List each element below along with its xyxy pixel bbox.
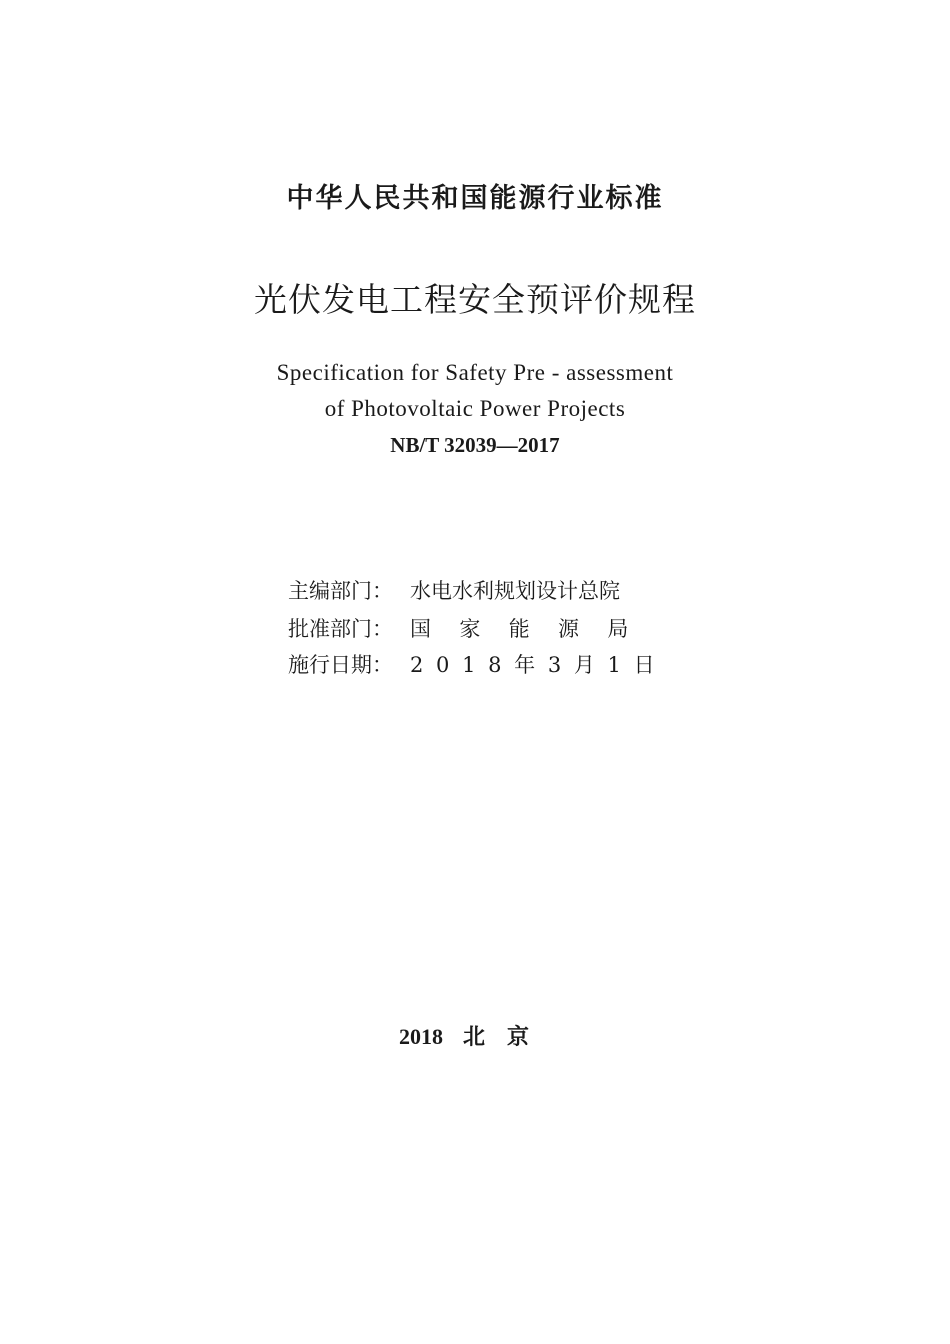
approver-row [288, 619, 633, 640]
editor-row [288, 581, 620, 602]
editor-label: 主编部门： [288, 579, 393, 603]
standard-code: NB/T 32039—2017 [390, 433, 560, 457]
effective-date-row [288, 655, 658, 676]
chinese-title: 光伏发电工程安全预评价规程 [254, 280, 696, 319]
effective-date-value: 2 0 1 8 年 3 月 1 日 [410, 653, 658, 677]
industry-standard-heading: 中华人民共和国能源行业标准 [286, 183, 664, 214]
publication-line [0, 1020, 950, 1051]
approver-label: 批准部门： [288, 617, 393, 641]
editor-value: 水电水利规划设计总院 [410, 579, 620, 603]
publication-city: 北京 [462, 1024, 551, 1050]
approver-value: 国 家 能 源 局 [410, 617, 634, 641]
english-title-line-1: Specification for Safety Pre - assessment [276, 360, 674, 385]
publication-year: 2018 [398, 1024, 443, 1049]
effective-date-label: 施行日期： [288, 653, 393, 677]
english-title-line-2: of Photovoltaic Power Projects [324, 396, 626, 421]
